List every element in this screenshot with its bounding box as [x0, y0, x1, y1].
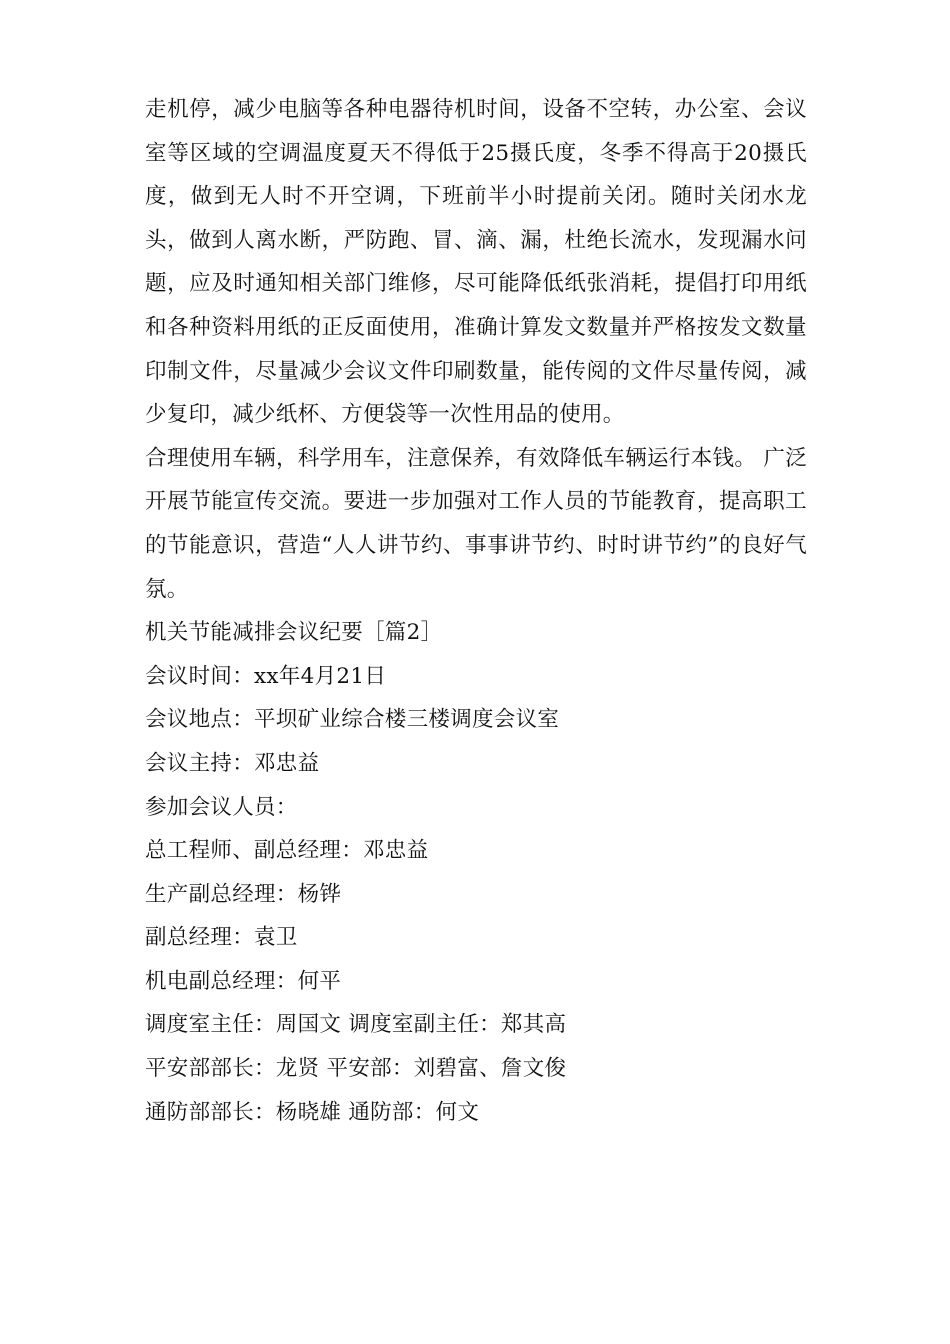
attendee-line: 总工程师、副总经理：邓忠益	[145, 838, 429, 864]
meeting-host: 会议主持：邓忠益	[145, 750, 320, 776]
attendee-line: 通防部部长：杨晓雄 通防部：何文	[145, 1099, 480, 1125]
meeting-minutes-title: 机关节能减排会议纪要［篇2］	[145, 620, 443, 646]
paragraph-vehicle-and-publicity: 合理使用车辆，科学用车，注意保养，有效降低车辆运行本钱。 广泛开展节能宣传交流。要进一步加强对工作人员的节能教育，提高职工的节能意识，营造“人人讲节约、事事讲节约、时时讲节约”的良好气氛。	[145, 445, 807, 602]
document-body	[145, 88, 807, 1134]
meeting-time: 会议时间：xx年4月21日	[145, 663, 387, 689]
attendee-line: 机电副总经理：何平	[145, 968, 342, 994]
attendee-line: 生产副总经理：杨铧	[145, 881, 342, 907]
meeting-location: 会议地点：平坝矿业综合楼三楼调度会议室	[145, 707, 560, 733]
attendee-line: 平安部部长：龙贤 平安部：刘碧富、詹文俊	[145, 1056, 567, 1082]
attendees-heading: 参加会议人员：	[145, 794, 298, 820]
paragraph-energy-saving-measures: 走机停，减少电脑等各种电器待机时间，设备不空转，办公室、会议室等区域的空调温度夏天不得低于25摄氏度，冬季不得高于20摄氏度，做到无人时不开空调，下班前半小时提前关闭。随时关闭水龙头，做到人离水断，严防跑、冒、滴、漏，杜绝长流水，发现漏水问题，应及时通知相关部门维修，尽可能降低纸张消耗，提倡打印用纸和各种资料用纸的正反面使用，准确计算发文数量并严格按发文数量印制文件，尽量减少会议文件印刷数量，能传阅的文件尽量传阅，减少复印，减少纸杯、方便袋等一次性用品的使用。	[145, 97, 807, 428]
attendee-line: 调度室主任：周国文 调度室副主任：郑其高	[145, 1012, 567, 1038]
attendee-line: 副总经理：袁卫	[145, 925, 298, 951]
